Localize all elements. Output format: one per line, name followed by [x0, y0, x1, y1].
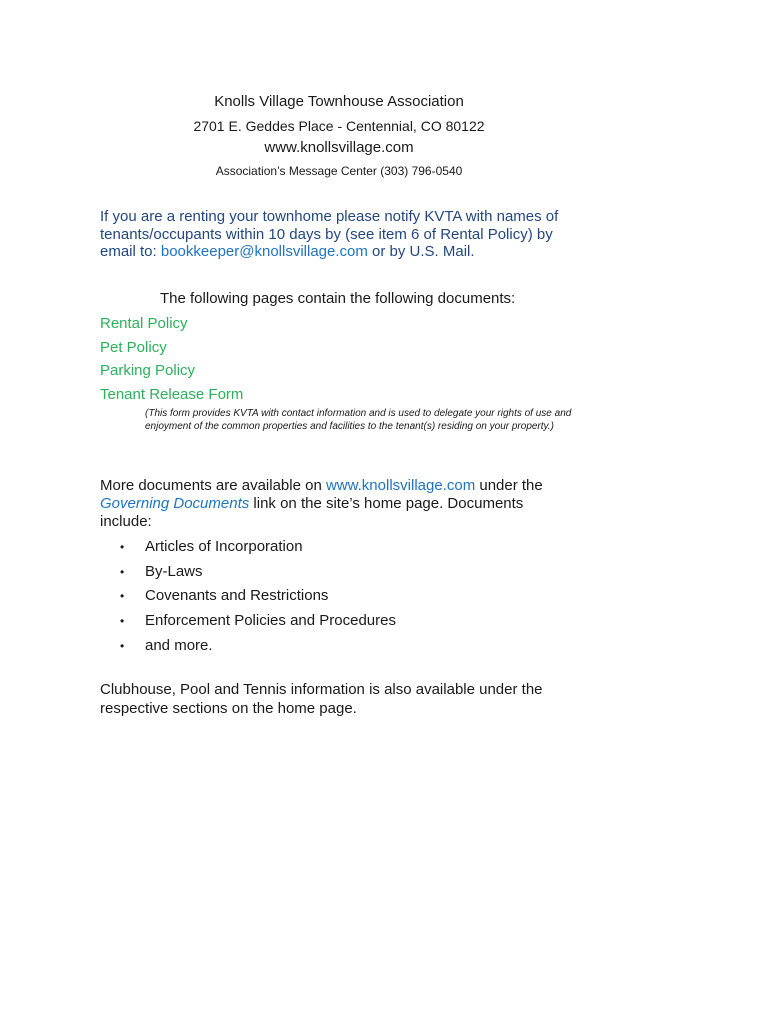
more-documents-paragraph	[100, 477, 560, 531]
rental-notice-text-1: If you are a renting your townhome please notify KVTA with names of tenants/occupants within 10 days by (see item 6 of Rental Policy) by email to:	[100, 208, 559, 260]
list-item	[120, 560, 396, 585]
list-item	[120, 609, 396, 634]
document-item-parking-policy[interactable]: Parking Policy	[100, 362, 196, 379]
tenant-release-note: (This form provides KVTA with contact information and is used to delegate your rights of use and enjoyment of the common properties and facilities to the tenant(s) residing on your property.)	[145, 408, 572, 433]
association-phone: Association’s Message Center (303) 796-0540	[215, 164, 463, 178]
list-item-label: Articles of Incorporation	[145, 538, 303, 555]
list-item-label: and more.	[145, 636, 213, 654]
document-item-rental-policy[interactable]: Rental Policy	[100, 315, 188, 332]
bullet-icon: •	[120, 540, 125, 554]
more-docs-text-1: More documents are available on	[100, 477, 326, 494]
rental-notice	[100, 208, 570, 261]
document-list	[100, 312, 243, 406]
bullet-icon: •	[120, 614, 125, 629]
association-website[interactable]: www.knollsvillage.com	[264, 139, 414, 156]
bullet-icon: •	[120, 638, 125, 653]
bullet-icon: •	[120, 589, 125, 604]
rental-notice-text-2: or by U.S. Mail.	[367, 243, 475, 260]
association-name: Knolls Village Townhouse Association	[214, 93, 464, 110]
governing-documents-list	[120, 535, 396, 659]
list-item	[120, 634, 396, 659]
document-item-tenant-release-form[interactable]: Tenant Release Form	[100, 385, 244, 403]
list-item-label: Covenants and Restrictions	[145, 587, 329, 605]
list-item-label: By-Laws	[145, 562, 203, 580]
bullet-icon: •	[120, 564, 125, 579]
list-item	[120, 535, 396, 560]
document-item-pet-policy[interactable]: Pet Policy	[100, 338, 167, 356]
closing-paragraph: Clubhouse, Pool and Tennis information is also available under the respective sections on the home page.	[100, 681, 543, 717]
more-docs-text-2: under the	[475, 477, 543, 494]
association-address: 2701 E. Geddes Place - Centennial, CO 80122	[193, 118, 485, 134]
bookkeeper-email-link[interactable]: bookkeeper@knollsvillage.com	[160, 243, 368, 260]
list-item	[120, 584, 396, 609]
website-link[interactable]: www.knollsvillage.com	[325, 477, 476, 494]
governing-documents-link[interactable]: Governing Documents	[100, 495, 250, 512]
more-docs-text-3: link on the site’s home page. Documents include:	[100, 495, 524, 530]
documents-intro: The following pages contain the following documents:	[160, 290, 516, 307]
list-item-label: Enforcement Policies and Procedures	[145, 612, 396, 630]
